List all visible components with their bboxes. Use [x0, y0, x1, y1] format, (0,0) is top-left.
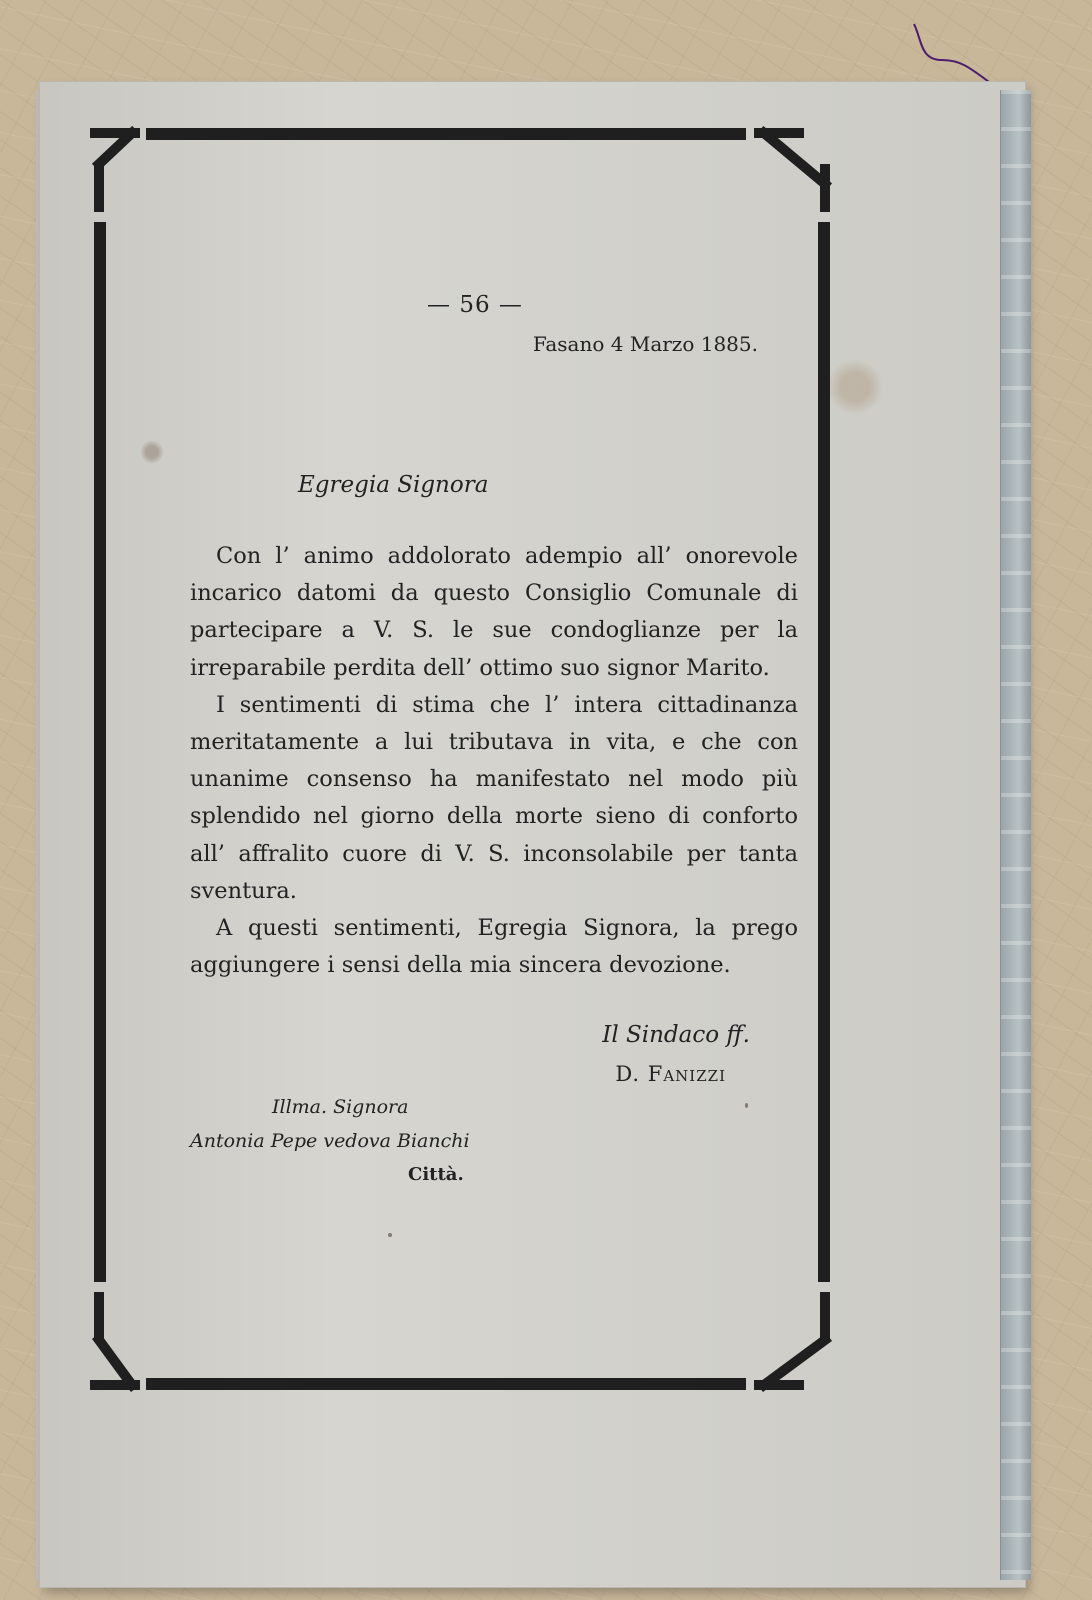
- ink-speck: [745, 1103, 748, 1108]
- paragraph-3: A questi sentimenti, Egregia Signora, la prego aggiungere i sensi della mia sincera devozione.: [190, 915, 798, 979]
- signature-name: D. Fanizzi: [615, 1062, 726, 1086]
- addressee-line-2: Antonia Pepe vedova Bianchi: [190, 1130, 470, 1152]
- salutation: Egregia Signora: [298, 472, 489, 498]
- addressee-line-3: Città.: [408, 1164, 464, 1185]
- place-date: Fasano 4 Marzo 1885.: [532, 332, 758, 356]
- ink-speck: [388, 1233, 392, 1237]
- paragraph-2: I sentimenti di stima che l’ intera cittadinanza meritatamente a lui tributava in vita, e che con unanime consenso ha manifestato nel modo più splendido nel giorno della morte sieno di conforto all’ affralito cuore di V. S. inconsolabile per tanta sventura.: [190, 691, 798, 904]
- book-spine: [1000, 90, 1031, 1580]
- page-number: — 56 —: [427, 292, 523, 318]
- paragraph-1: Con l’ animo addolorato adempio all’ onorevole incarico datomi da questo Consiglio Comunale di partecipare a V. S. le sue condoglianze per la irreparabile perdita dell’ ottimo suo signor Marito.: [190, 543, 798, 681]
- letter-body: [190, 538, 798, 984]
- addressee-line-1: Illma. Signora: [272, 1096, 409, 1118]
- signature-title: Il Sindaco ff.: [602, 1022, 750, 1048]
